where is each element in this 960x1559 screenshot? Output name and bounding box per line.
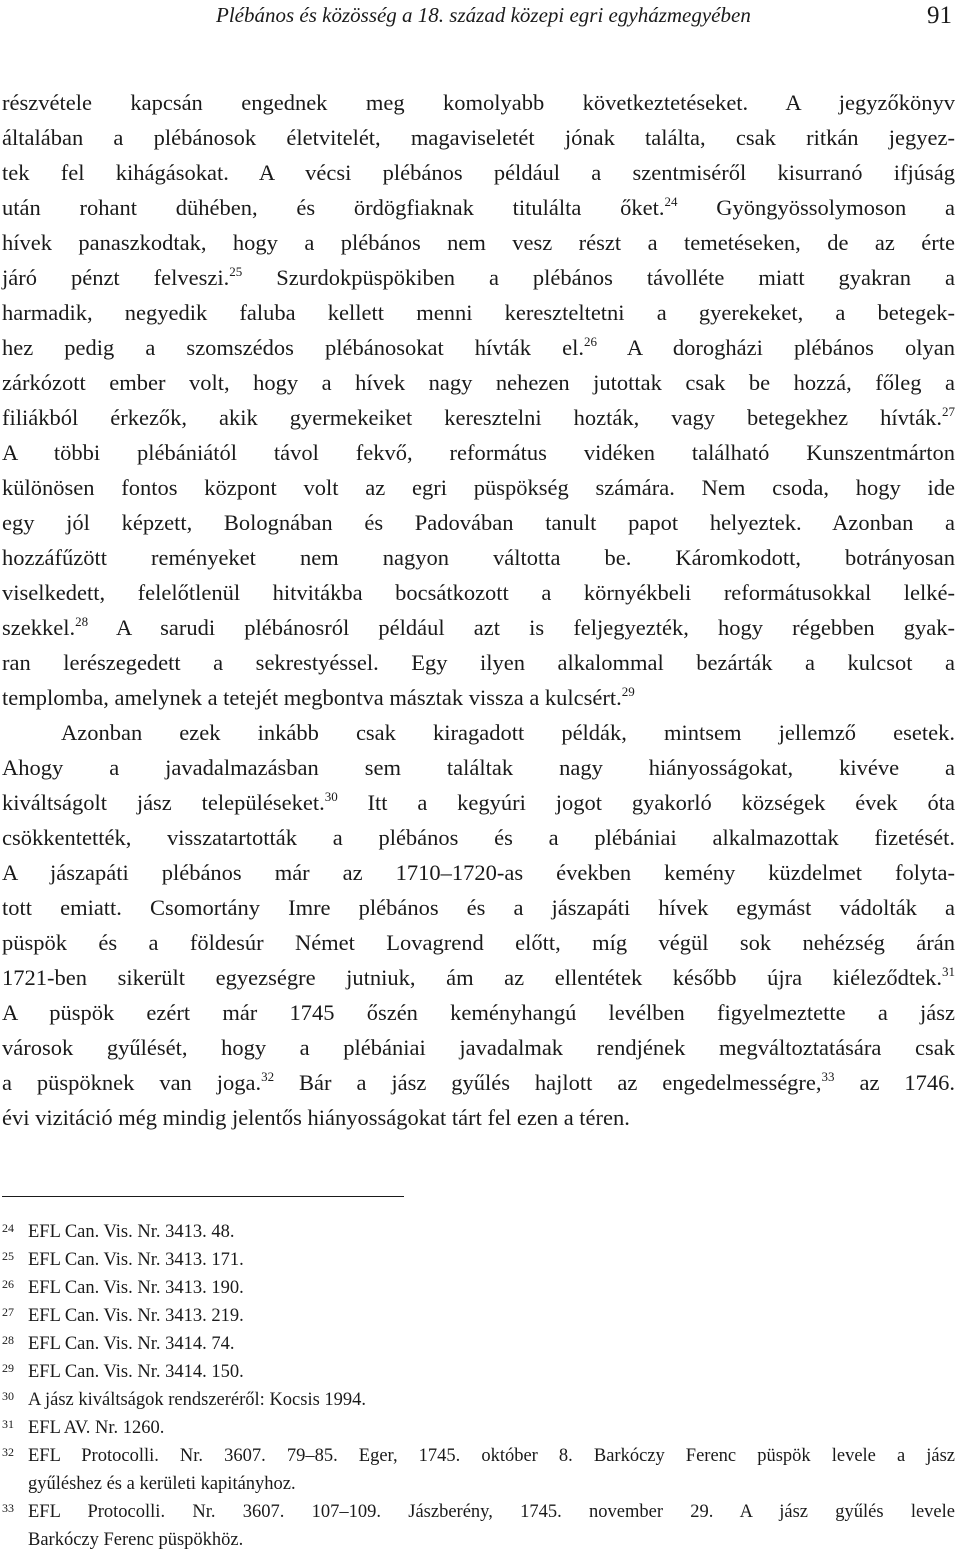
text-segment: egy jól képzett, Bolognában és Padovában tanult papot helyeztek. Azonban a <box>2 510 955 535</box>
text-segment: Ahogy a javadalmazásban sem találtak nagy hiányosságokat, kivéve a <box>2 755 955 780</box>
text-line <box>2 785 955 820</box>
text-line <box>2 610 955 645</box>
text-segment: filiákból érkezők, akik gyermekeiket keresztelni hozták, vagy betegekhez hívták. <box>2 405 942 430</box>
text-line <box>2 505 955 540</box>
text-segment: tott emiatt. Csomortány Imre plébános és a jászapáti hívek egymást vádolták a <box>2 895 955 920</box>
text-segment: a püspöknek van joga. <box>2 1070 262 1095</box>
footnote-item <box>2 1386 955 1414</box>
text-segment: A sarudi plébánosról például azt is feljegyezték, hogy régebben gyak- <box>88 615 955 640</box>
text-segment: ran lerészegedett a sekrestyéssel. Egy ilyen alkalommal bezárták a kulcsot a <box>2 650 955 675</box>
footnote-text <box>28 1442 955 1498</box>
footnote-item <box>2 1274 955 1302</box>
text-segment: Azonban ezek inkább csak kiragadott példák, mintsem jellemző esetek. <box>61 720 955 745</box>
text-line <box>2 470 955 505</box>
footnote-item <box>2 1358 955 1386</box>
text-line <box>2 400 955 435</box>
footnote-number: 29 <box>2 1361 14 1375</box>
text-line <box>2 190 955 225</box>
text-line <box>2 925 955 960</box>
footnote-line: EFL Can. Vis. Nr. 3413. 171. <box>28 1250 244 1270</box>
footnote-item <box>2 1414 955 1442</box>
footnote-item <box>2 1442 955 1498</box>
footnote-line: gyűléshez és a kerületi kapitányhoz. <box>28 1474 296 1494</box>
footnote-item <box>2 1498 955 1554</box>
text-segment: városok gyűlését, hogy a plébániai javadalmak rendjének megváltoztatására csak <box>2 1035 955 1060</box>
text-segment: járó pénzt felveszi. <box>2 265 230 290</box>
footnote-number: 27 <box>2 1305 14 1319</box>
text-line <box>2 155 955 190</box>
text-line <box>2 330 955 365</box>
text-segment: hez pedig a szomszédos plébánosokat hívták el. <box>2 335 584 360</box>
text-line <box>2 855 955 890</box>
text-segment: általában a plébánosok életvitelét, magaviseletét jónak találta, csak ritkán jegyez- <box>2 125 955 150</box>
footnote-reference[interactable]: 27 <box>942 404 955 419</box>
text-line <box>2 820 955 855</box>
text-segment: tek fel kihágásokat. A vécsi plébános például a szentmiséről kisurranó ifjúság <box>2 160 955 185</box>
text-line <box>2 85 955 120</box>
footnote-number: 28 <box>2 1333 14 1347</box>
footnote-text <box>28 1414 955 1442</box>
text-line <box>2 1100 955 1135</box>
footnotes <box>2 1218 955 1554</box>
text-line <box>2 960 955 995</box>
footnote-text <box>28 1330 955 1358</box>
footnote-line: EFL Can. Vis. Nr. 3414. 150. <box>28 1362 244 1382</box>
running-title: Plébános és közösség a 18. század közepi egri egyházmegyében <box>216 3 751 27</box>
text-line <box>2 260 955 295</box>
footnote-number: 33 <box>2 1501 14 1515</box>
footnote-number: 24 <box>2 1221 14 1235</box>
footnote-text <box>28 1358 955 1386</box>
text-line <box>2 575 955 610</box>
footnote-reference[interactable]: 32 <box>261 1069 275 1084</box>
text-segment: viselkedett, felelőtlenül hitvitákba bocsátkozott a környékbeli reformátusokkal lelké- <box>2 580 955 605</box>
footnote-line: EFL Can. Vis. Nr. 3413. 190. <box>28 1278 244 1298</box>
footnote-line: EFL AV. Nr. 1260. <box>28 1418 165 1438</box>
footnote-item <box>2 1218 955 1246</box>
text-line <box>2 750 955 785</box>
footnote-text <box>28 1274 955 1302</box>
footnote-separator <box>2 1196 404 1197</box>
text-segment: Bár a jász gyűlés hajlott az engedelmességre, <box>274 1070 822 1095</box>
text-segment: szekkel. <box>2 615 76 640</box>
text-segment: hívek panaszkodtak, hogy a plébános nem vesz részt a temetéseken, de az érte <box>2 230 955 255</box>
footnote-line: EFL Can. Vis. Nr. 3413. 48. <box>28 1222 235 1242</box>
footnote-number: 31 <box>2 1417 14 1431</box>
text-line <box>2 890 955 925</box>
footnote-text <box>28 1386 955 1414</box>
text-segment: Gyöngyössolymoson a <box>677 195 955 220</box>
footnote-reference[interactable]: 29 <box>621 684 635 699</box>
text-segment: templomba, amelynek a tetejét megbontva másztak vissza a kulcsért. <box>2 685 622 710</box>
text-line <box>2 715 955 750</box>
text-segment: Itt a kegyúri jogot gyakorló községek évek óta <box>337 790 955 815</box>
footnote-line: Barkóczy Ferenc püspökhöz. <box>28 1530 244 1550</box>
footnote-reference[interactable]: 28 <box>75 614 89 629</box>
footnote-number: 30 <box>2 1389 14 1403</box>
footnote-text <box>28 1302 955 1330</box>
footnote-reference[interactable]: 31 <box>942 964 955 979</box>
footnote-number: 32 <box>2 1445 14 1459</box>
text-segment: csökkentették, visszatartották a plébános és a plébániai alkalmazottak fizetését. <box>2 825 955 850</box>
page-number: 91 <box>927 2 952 29</box>
footnote-item <box>2 1302 955 1330</box>
text-segment: után rohant dühében, és ördögfiaknak titulálta őket. <box>2 195 665 220</box>
text-line <box>2 1030 955 1065</box>
footnote-line: EFL Protocolli. Nr. 3607. 107–109. Jászberény, 1745. november 29. A jász gyűlés levele <box>28 1502 955 1522</box>
text-segment: A többi plébániától távol fekvő, református vidéken található Kunszentmárton <box>2 440 955 465</box>
footnote-reference[interactable]: 25 <box>229 264 243 279</box>
footnote-item <box>2 1246 955 1274</box>
text-segment: évi vizitáció még mindig jelentős hiányosságokat tárt fel ezen a téren. <box>2 1105 630 1130</box>
page-header <box>0 0 960 40</box>
footnote-reference[interactable]: 30 <box>324 789 338 804</box>
text-line <box>2 540 955 575</box>
text-line <box>2 225 955 260</box>
text-line <box>2 120 955 155</box>
footnote-line: A jász kiváltságok rendszeréről: Kocsis 1994. <box>28 1390 367 1410</box>
footnote-line: EFL Can. Vis. Nr. 3413. 219. <box>28 1306 244 1326</box>
text-line <box>2 435 955 470</box>
footnote-reference[interactable]: 33 <box>821 1069 835 1084</box>
text-segment: zárkózott ember volt, hogy a hívek nagy nehezen jutottak csak be hozzá, főleg a <box>2 370 955 395</box>
footnote-item <box>2 1330 955 1358</box>
text-segment: Szurdokpüspökiben a plébános távolléte miatt gyakran a <box>242 265 955 290</box>
text-line <box>2 365 955 400</box>
text-line <box>2 295 955 330</box>
footnote-line: EFL Protocolli. Nr. 3607. 79–85. Eger, 1745. október 8. Barkóczy Ferenc püspök levele a jász <box>28 1446 955 1466</box>
footnote-text <box>28 1218 955 1246</box>
text-segment: kiváltságolt jász településeket. <box>2 790 325 815</box>
text-line <box>2 1065 955 1100</box>
footnote-reference[interactable]: 24 <box>664 194 678 209</box>
text-segment: 1721-ben sikerült egyezségre jutniuk, ám az ellentétek később újra kiéleződtek. <box>2 965 942 990</box>
body-text <box>2 85 955 1135</box>
text-segment: részvétele kapcsán engednek meg komolyabb következtetéseket. A jegyzőkönyv <box>2 90 955 115</box>
footnote-text <box>28 1498 955 1554</box>
text-line <box>2 645 955 680</box>
footnote-reference[interactable]: 26 <box>583 334 597 349</box>
text-segment: A püspök ezért már 1745 őszén keményhangú levélben figyelmeztette a jász <box>2 1000 955 1025</box>
text-segment: harmadik, negyedik faluba kellett menni kereszteltetni a gyerekeket, a betegek- <box>2 300 955 325</box>
text-segment: hozzáfűzött reményeket nem nagyon váltotta be. Káromkodott, botrányosan <box>2 545 955 570</box>
footnote-number: 25 <box>2 1249 14 1263</box>
text-segment: püspök és a földesúr Német Lovagrend előtt, míg végül sok nehézség árán <box>2 930 955 955</box>
text-segment: az 1746. <box>834 1070 955 1095</box>
text-segment: A dorogházi plébános olyan <box>596 335 956 360</box>
text-segment: A jászapáti plébános már az 1710–1720-as években kemény küzdelmet folyta- <box>2 860 955 885</box>
text-line <box>2 995 955 1030</box>
footnote-text <box>28 1246 955 1274</box>
text-line <box>2 680 955 715</box>
text-segment: különösen fontos központ volt az egri püspökség számára. Nem csoda, hogy ide <box>2 475 955 500</box>
footnote-line: EFL Can. Vis. Nr. 3414. 74. <box>28 1334 235 1354</box>
footnote-number: 26 <box>2 1277 14 1291</box>
